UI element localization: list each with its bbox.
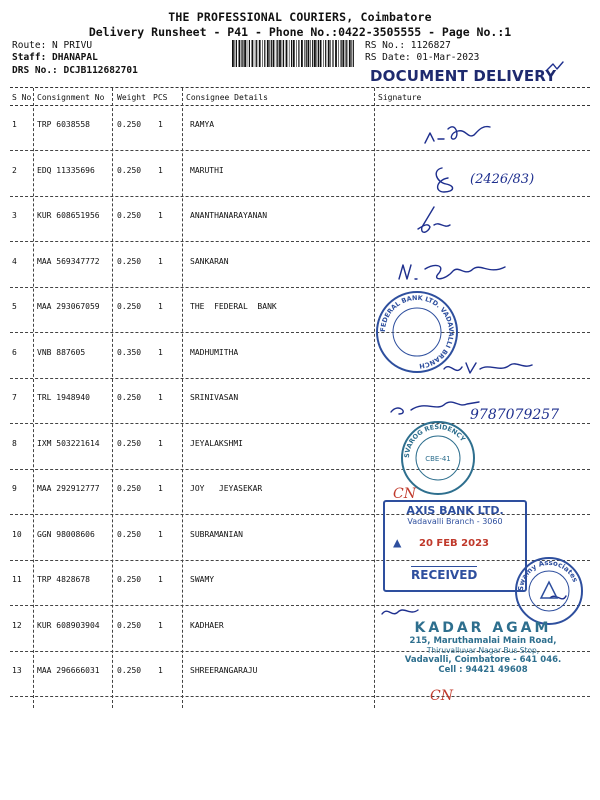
barcode-bar xyxy=(283,40,284,67)
barcode-bar xyxy=(256,40,257,67)
barcode-bar xyxy=(236,40,237,67)
barcode-bar xyxy=(310,40,311,67)
barcode-bar xyxy=(286,40,288,67)
barcode-bar xyxy=(318,40,319,67)
barcode-bar xyxy=(317,40,318,67)
barcode-bar xyxy=(291,40,292,67)
signature-row2-note: (2426/83) xyxy=(470,172,535,187)
federal-bank-stamp-text: FEDERAL BANK LTD. VADAVALLI BRANCH xyxy=(378,293,456,370)
cell-consignee: SRINIVASAN xyxy=(190,393,239,402)
signature-row7-phone: 9787079257 xyxy=(470,407,560,423)
barcode-bar xyxy=(249,40,250,67)
barcode-bar xyxy=(271,40,272,67)
cell-sno: 2 xyxy=(12,165,17,175)
barcode-bar xyxy=(301,40,303,67)
cell-consignee: SUBRAMANIAN xyxy=(190,529,243,539)
cell-pcs: 1 xyxy=(158,620,163,630)
col-header-sno: S No xyxy=(12,93,32,102)
cell-weight: 0.350 xyxy=(117,347,142,357)
barcode-bar xyxy=(241,40,242,67)
barcode-bar xyxy=(341,40,342,67)
svg-text:Swamy Associates xyxy=(517,559,579,591)
company-title: THE PROFESSIONAL COURIERS, Coimbatore xyxy=(168,10,432,24)
cell-pcs: 1 xyxy=(158,347,163,357)
cell-consignee: MARUTHI xyxy=(190,165,224,175)
red-mark-top: CN xyxy=(393,486,416,502)
signature-row3 xyxy=(410,205,460,243)
cell-consignment: MAA 569347772 xyxy=(37,256,100,266)
cell-sno: 4 xyxy=(12,256,17,266)
cell-consignee: KADHAER xyxy=(190,620,224,630)
barcode-bar xyxy=(353,40,354,67)
table-row xyxy=(0,302,600,347)
barcode-bar xyxy=(323,40,324,67)
swamy-stamp-text: Swamy Associates xyxy=(516,558,580,592)
cell-weight: 0.250 xyxy=(117,211,142,220)
cell-sno: 5 xyxy=(12,302,17,311)
cell-pcs: 1 xyxy=(158,165,163,175)
barcode-bar xyxy=(346,40,347,67)
row-separator xyxy=(10,696,590,697)
cell-sno: 13 xyxy=(12,666,22,675)
barcode-bar xyxy=(338,40,339,67)
barcode xyxy=(232,40,356,67)
row-separator xyxy=(10,469,590,470)
barcode-bar xyxy=(314,40,316,67)
cell-consignment: MAA 293067059 xyxy=(37,302,100,311)
row-separator xyxy=(10,605,590,606)
barcode-bar xyxy=(252,40,254,67)
barcode-bar xyxy=(308,40,310,67)
kadar-title: KADAR AGAM xyxy=(414,620,552,636)
cell-consignee: RAMYA xyxy=(190,120,215,129)
cell-pcs: 1 xyxy=(158,211,163,220)
kadar-agam-stamp xyxy=(383,620,583,675)
cell-consignee: JEYALAKSHMI xyxy=(190,438,243,448)
signature-row1 xyxy=(420,115,500,155)
col-header-signature: Signature xyxy=(378,93,422,102)
row-separator xyxy=(10,241,590,242)
col-header-consignee: Consignee Details xyxy=(186,93,268,102)
barcode-bar xyxy=(262,40,263,67)
federal-bank-stamp xyxy=(375,290,459,374)
barcode-bar xyxy=(298,40,299,67)
cell-consignee: THE FEDERAL BANK xyxy=(190,302,277,311)
cell-weight: 0.250 xyxy=(117,529,142,539)
runsheet-title: Delivery Runsheet - P41 - Phone No.:0422-3505555 - Page No.:1 xyxy=(88,25,512,39)
barcode-bar xyxy=(276,40,277,67)
drs-number: DRS No.: DCJB112682701 xyxy=(12,65,138,76)
barcode-bar xyxy=(335,40,337,67)
kadar-cell: Cell : 94421 49608 xyxy=(438,665,528,675)
red-mark-bottom: CN xyxy=(430,688,453,704)
cell-weight: 0.250 xyxy=(117,575,142,584)
barcode-bar xyxy=(312,40,313,67)
barcode-bar xyxy=(332,40,333,67)
cell-pcs: 1 xyxy=(158,575,163,584)
table-row xyxy=(0,211,600,256)
axis-stamp-branch: Vadavalli Branch - 3060 xyxy=(407,517,503,526)
staff-label: Staff: DHANAPAL xyxy=(12,52,98,63)
signature-row12 xyxy=(378,600,428,622)
residency-stamp-code: CBE-41 xyxy=(425,455,451,463)
col-header-pcs: PCS xyxy=(153,93,168,102)
svg-text:FEDERAL BANK LTD. VADAVALLI BR xyxy=(379,294,455,370)
barcode-bar xyxy=(267,40,269,67)
barcode-bar xyxy=(330,40,331,67)
cell-weight: 0.250 xyxy=(117,120,142,129)
cell-weight: 0.250 xyxy=(117,666,142,675)
barcode-bar xyxy=(277,40,278,67)
barcode-bar xyxy=(345,40,346,67)
cell-weight: 0.250 xyxy=(117,484,142,493)
row-separator xyxy=(10,332,590,333)
route-label: Route: N PRIVU xyxy=(12,40,93,51)
barcode-bar xyxy=(320,40,322,67)
barcode-bar xyxy=(242,40,243,67)
cell-consignee: SANKARAN xyxy=(190,256,229,266)
cell-consignment: TRP 4828678 xyxy=(37,575,90,584)
rs-number: RS No.: 1126827 xyxy=(365,40,451,51)
axis-stamp-received: RECEIVED xyxy=(411,568,478,582)
barcode-bar xyxy=(293,40,295,67)
barcode-bar xyxy=(289,40,290,67)
cell-consignment: GGN 98008606 xyxy=(37,529,95,539)
table-row xyxy=(0,120,600,165)
cell-consignment: MAA 292912777 xyxy=(37,484,100,493)
cell-pcs: 1 xyxy=(158,302,163,311)
barcode-bar xyxy=(279,40,281,67)
cell-weight: 0.250 xyxy=(117,393,142,402)
col-header-weight: Weight xyxy=(117,93,146,102)
cell-sno: 9 xyxy=(12,484,17,493)
cell-weight: 0.250 xyxy=(117,302,142,311)
cell-sno: 7 xyxy=(12,393,17,402)
cell-pcs: 1 xyxy=(158,256,163,266)
cell-pcs: 1 xyxy=(158,666,163,675)
barcode-bar xyxy=(304,40,305,67)
cell-pcs: 1 xyxy=(158,484,163,493)
cell-consignment: TRP 6038558 xyxy=(37,120,90,129)
barcode-bar xyxy=(325,40,326,67)
axis-stamp-date: 20 FEB 2023 xyxy=(419,538,489,549)
signature-row4 xyxy=(395,255,515,287)
cell-sno: 3 xyxy=(12,211,17,220)
cell-consignee: JOY JEYASEKAR xyxy=(190,484,263,493)
cell-consignment: VNB 887605 xyxy=(37,347,86,357)
cell-sno: 11 xyxy=(12,575,22,584)
barcode-bar xyxy=(282,40,283,67)
row-separator xyxy=(10,150,590,151)
col-header-consignment: Consignment No xyxy=(37,93,105,102)
swamy-stamp xyxy=(514,556,584,626)
barcode-bar xyxy=(244,40,246,67)
cell-sno: 1 xyxy=(12,120,17,129)
cell-sno: 10 xyxy=(12,529,22,539)
cell-consignment: KUR 608651956 xyxy=(37,211,100,220)
axis-logo-icon: ▲ xyxy=(393,535,402,551)
cell-weight: 0.250 xyxy=(117,165,142,175)
barcode-bar xyxy=(255,40,256,67)
barcode-bar xyxy=(269,40,270,67)
barcode-bar xyxy=(342,40,344,67)
barcode-bar xyxy=(264,40,265,67)
barcode-bar xyxy=(296,40,297,67)
residency-stamp xyxy=(400,420,476,496)
cell-pcs: 1 xyxy=(158,529,163,539)
cell-consignment: IXM 503221614 xyxy=(37,438,100,448)
cell-consignment: EDQ 11335696 xyxy=(37,165,95,175)
cell-consignment: TRL 1948940 xyxy=(37,393,90,402)
cell-consignee: SWAMY xyxy=(190,575,215,584)
axis-stamp-title: AXIS BANK LTD. xyxy=(406,504,504,517)
barcode-bar xyxy=(235,40,236,67)
kadar-address-3: Vadavalli, Coimbatore - 641 046. xyxy=(404,655,562,665)
cell-consignment: MAA 296666031 xyxy=(37,666,100,675)
barcode-bar xyxy=(259,40,261,67)
residency-stamp-text: SVAROG RESIDENCY xyxy=(402,422,467,459)
row-separator xyxy=(10,423,590,424)
cell-sno: 12 xyxy=(12,620,22,630)
header-top-rule xyxy=(10,87,590,88)
barcode-bar xyxy=(247,40,248,67)
cell-consignee: SHREERANGARAJU xyxy=(190,666,258,675)
document-delivery-stamp: DOCUMENT DELIVERY xyxy=(370,67,557,85)
cell-sno: 8 xyxy=(12,438,17,448)
cell-weight: 0.250 xyxy=(117,620,142,630)
cell-weight: 0.250 xyxy=(117,256,142,266)
rs-date: RS Date: 01-Mar-2023 xyxy=(365,52,480,63)
barcode-bar xyxy=(232,40,234,67)
cell-consignee: MADHUMITHA xyxy=(190,347,239,357)
row-separator xyxy=(10,196,590,197)
header-bottom-rule xyxy=(10,105,590,106)
barcode-bar xyxy=(306,40,307,67)
barcode-bar xyxy=(351,40,352,67)
kadar-address-1: 215, Maruthamalai Main Road, xyxy=(409,636,557,646)
cell-consignee: ANANTHANARAYANAN xyxy=(190,211,268,220)
pen-tick-icon xyxy=(545,60,565,74)
cell-pcs: 1 xyxy=(158,393,163,402)
cell-weight: 0.250 xyxy=(117,438,142,448)
kadar-address-2: Thiruvalluvar Nagar Bus Stop, xyxy=(426,646,540,655)
cell-consignment: KUR 608903904 xyxy=(37,620,100,630)
cell-sno: 6 xyxy=(12,347,17,357)
cell-pcs: 1 xyxy=(158,438,163,448)
axis-bank-stamp xyxy=(383,500,527,592)
barcode-bar xyxy=(349,40,351,67)
barcode-bar xyxy=(328,40,330,67)
table-row xyxy=(0,439,600,484)
barcode-bar xyxy=(273,40,275,67)
barcode-bar xyxy=(239,40,241,67)
cell-pcs: 1 xyxy=(158,120,163,129)
